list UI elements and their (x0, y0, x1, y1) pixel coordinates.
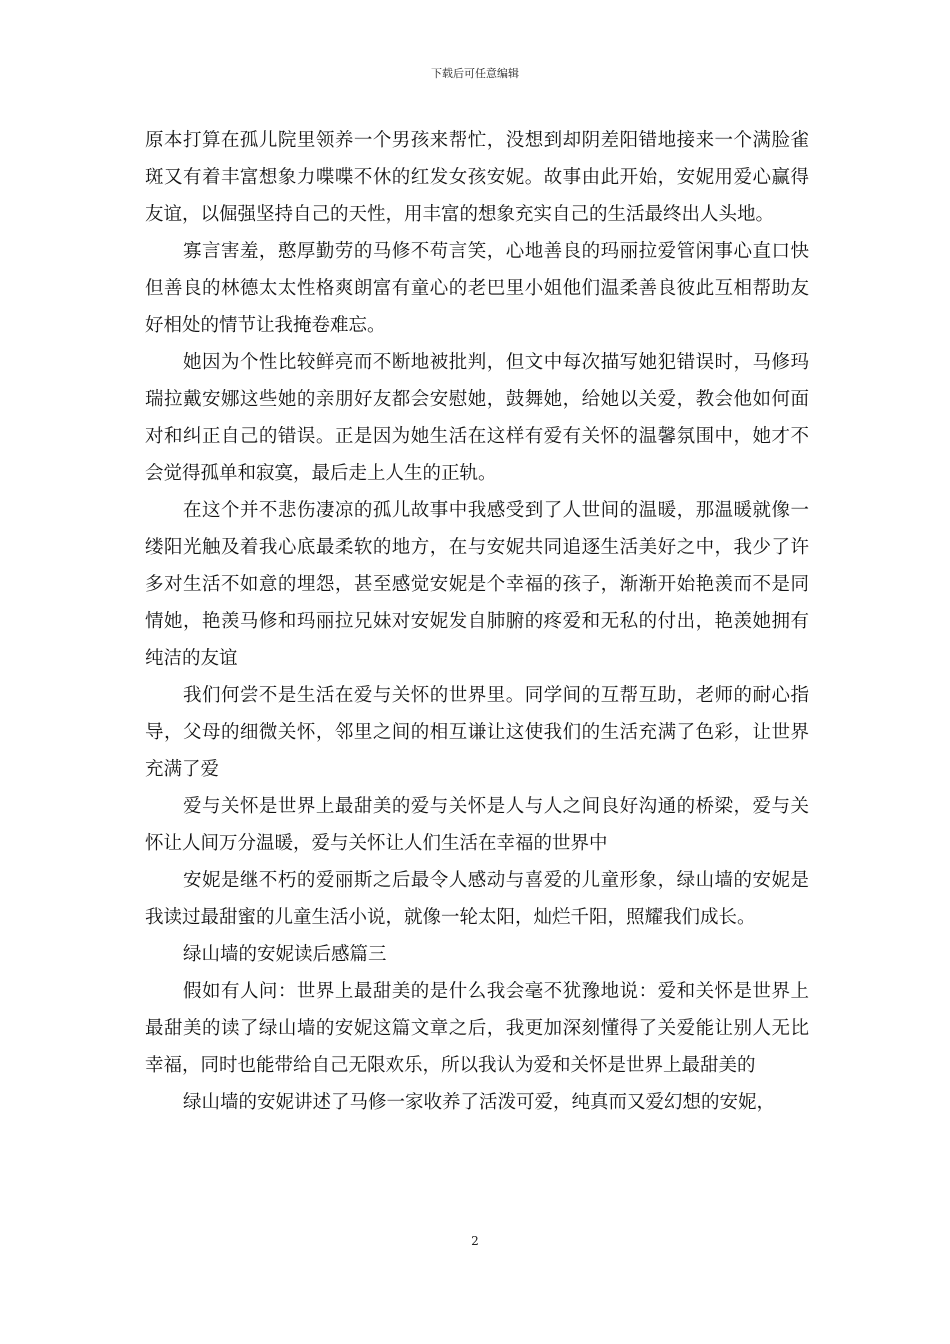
paragraph-6: 爱与关怀是世界上最甜美的爱与关怀是人与人之间良好沟通的桥梁，爱与关怀让人间万分温暖，爱与关怀让人们生活在幸福的世界中 (145, 796, 809, 854)
paragraph-9: 绿山墙的安妮讲述了马修一家收养了活泼可爱，纯真而又爱幻想的安妮， (183, 1092, 776, 1113)
document-body (145, 122, 809, 1121)
section-heading: 绿山墙的安妮读后感篇三 (183, 944, 387, 965)
paragraph-1: 原本打算在孤儿院里领养一个男孩来帮忙，没想到却阴差阳错地接来一个满脸雀斑又有着丰富想象力喋喋不休的红发女孩安妮。故事由此开始，安妮用爱心赢得友谊，以倔强坚持自己的天性，用丰富的想象充实自己的生活最终出人头地。 (145, 130, 809, 225)
paragraph-5: 我们何尝不是生活在爱与关怀的世界里。同学间的互帮互助，老师的耐心指导，父母的细微关怀，邻里之间的相互谦让这使我们的生活充满了色彩，让世界充满了爱 (145, 685, 809, 780)
page-header: 下载后可任意编辑 (431, 67, 519, 80)
page-number: 2 (471, 1234, 479, 1248)
paragraph-8: 假如有人问：世界上最甜美的是什么我会毫不犹豫地说：爱和关怀是世界上最甜美的读了绿山墙的安妮这篇文章之后，我更加深刻懂得了关爱能让别人无比幸福，同时也能带给自己无限欢乐，所以我认为爱和关怀是世界上最甜美的 (145, 981, 809, 1076)
paragraph-7: 安妮是继不朽的爱丽斯之后最令人感动与喜爱的儿童形象，绿山墙的安妮是我读过最甜蜜的儿童生活小说，就像一轮太阳，灿烂千阳，照耀我们成长。 (145, 870, 809, 928)
paragraph-2: 寡言害羞，憨厚勤劳的马修不苟言笑，心地善良的玛丽拉爱管闲事心直口快但善良的林德太太性格爽朗富有童心的老巴里小姐他们温柔善良彼此互相帮助友好相处的情节让我掩卷难忘。 (145, 241, 809, 336)
paragraph-3: 她因为个性比较鲜亮而不断地被批判，但文中每次描写她犯错误时，马修玛瑞拉戴安娜这些她的亲朋好友都会安慰她，鼓舞她，给她以关爱，教会他如何面对和纠正自己的错误。正是因为她生活在这样有爱有关怀的温馨氛围中，她才不会觉得孤单和寂寞，最后走上人生的正轨。 (145, 352, 809, 484)
paragraph-4: 在这个并不悲伤凄凉的孤儿故事中我感受到了人世间的温暖，那温暖就像一缕阳光触及着我心底最柔软的地方，在与安妮共同追逐生活美好之中，我少了许多对生活不如意的埋怨，甚至感觉安妮是个幸福的孩子，渐渐开始艳羡而不是同情她，艳羡马修和玛丽拉兄妹对安妮发自肺腑的疼爱和无私的付出，艳羡她拥有纯洁的友谊 (145, 500, 809, 669)
